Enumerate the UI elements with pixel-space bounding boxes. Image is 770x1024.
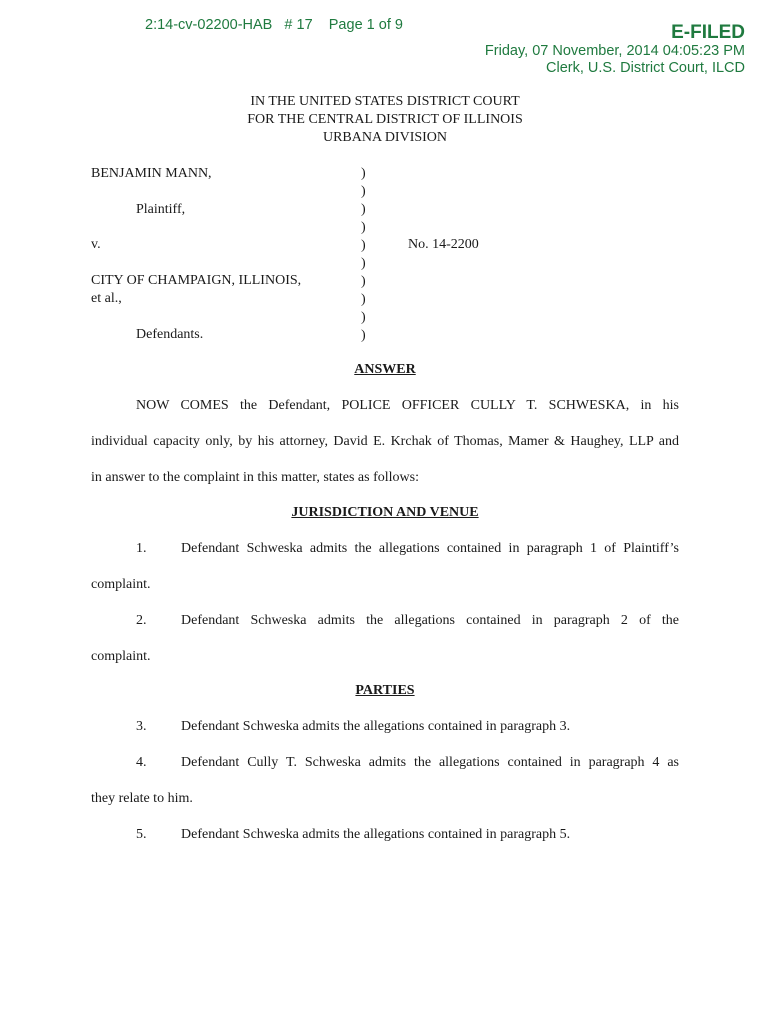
section-parties: PARTIES	[355, 683, 415, 698]
caption-paren: )	[361, 220, 366, 235]
caption-paren: )	[361, 310, 366, 325]
case-number: No. 14-2200	[408, 237, 479, 252]
defendant-name-line-1: CITY OF CHAMPAIGN, ILLINOIS,	[91, 273, 302, 288]
court-line-3: URBANA DIVISION	[322, 130, 448, 145]
caption-paren: )	[361, 328, 366, 343]
paragraph-2-continuation: complaint.	[91, 649, 151, 664]
versus: v.	[91, 237, 101, 252]
caption-paren: )	[361, 202, 366, 217]
paragraph-number: 2.	[136, 613, 147, 628]
paragraph-number: 5.	[136, 827, 147, 842]
court-line-1: IN THE UNITED STATES DISTRICT COURT	[250, 94, 520, 109]
paragraph-text: Defendant Schweska admits the allegations contained in paragraph 1 of Plaintiff’s	[181, 541, 679, 556]
efiled-date: Friday, 07 November, 2014 04:05:23 PM	[484, 43, 745, 59]
paragraph-number: 3.	[136, 719, 147, 734]
defendant-label: Defendants.	[136, 327, 204, 342]
caption-paren: )	[361, 256, 366, 271]
caption-parens	[361, 165, 366, 345]
defendant-name-line-2: et al.,	[91, 291, 122, 306]
efiled-stamp	[485, 23, 745, 77]
paragraph-text: Defendant Schweska admits the allegations contained in paragraph 5.	[181, 827, 571, 842]
section-jurisdiction: JURISDICTION AND VENUE	[291, 505, 479, 520]
paragraph-text: Defendant Schweska admits the allegations contained in paragraph 3.	[181, 719, 571, 734]
paragraph-4-continuation: they relate to him.	[91, 791, 193, 806]
plaintiff-name: BENJAMIN MANN,	[91, 166, 212, 181]
caption-paren: )	[361, 274, 366, 289]
paragraph-number: 1.	[136, 541, 147, 556]
paragraph-text: Defendant Cully T. Schweska admits the allegations contained in paragraph 4 as	[181, 755, 679, 770]
caption-paren: )	[361, 184, 366, 199]
intro-line-2: individual capacity only, by his attorney, David E. Krchak of Thomas, Mamer & Haughey, LLP and	[91, 434, 679, 449]
paragraph-1-continuation: complaint.	[91, 577, 151, 592]
caption-paren: )	[361, 292, 366, 307]
efiled-clerk: Clerk, U.S. District Court, ILCD	[546, 60, 745, 76]
answer-title: ANSWER	[354, 362, 416, 377]
court-heading	[0, 93, 770, 147]
case-header-line: 2:14-cv-02200-HAB # 17 Page 1 of 9	[145, 17, 403, 33]
paragraph-text: Defendant Schweska admits the allegations contained in paragraph 2 of the	[181, 613, 679, 628]
intro-line-3: in answer to the complaint in this matter, states as follows:	[91, 470, 419, 485]
plaintiff-label: Plaintiff,	[136, 202, 186, 217]
caption-paren: )	[361, 238, 366, 253]
intro-line-1: NOW COMES the Defendant, POLICE OFFICER CULLY T. SCHWESKA, in his	[136, 398, 679, 413]
court-line-2: FOR THE CENTRAL DISTRICT OF ILLINOIS	[247, 112, 523, 127]
paragraph-number: 4.	[136, 755, 147, 770]
efiled-label: E-FILED	[671, 22, 745, 43]
caption-paren: )	[361, 166, 366, 181]
